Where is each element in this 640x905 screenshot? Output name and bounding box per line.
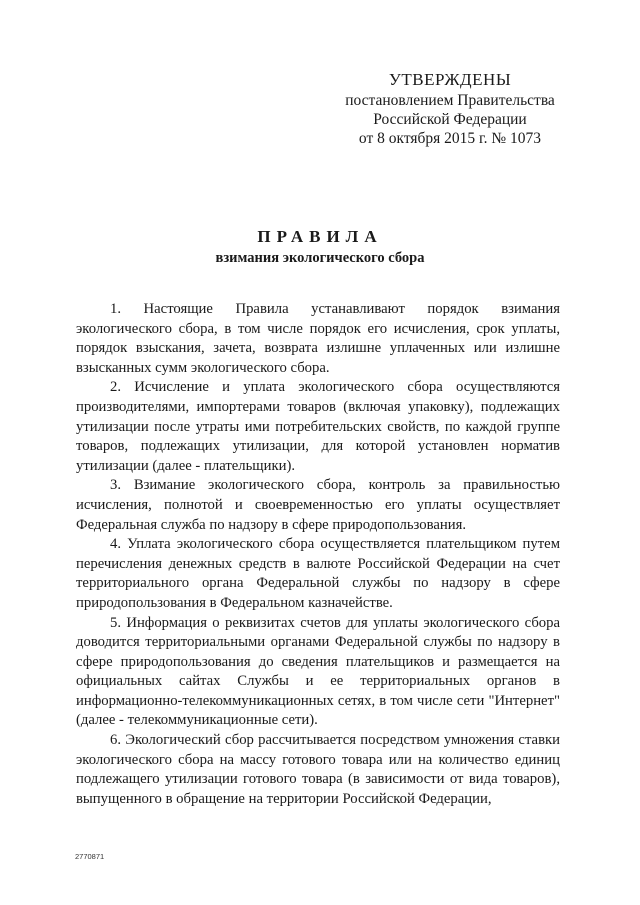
approval-line-1: постановлением Правительства [345, 92, 555, 109]
paragraph-6: 6. Экологический сбор рассчитывается посредством умножения ставки экологического сбора на массу готового товара или на количество единиц подлежащего утилизации готового товара (в зависимости от вида товаров), выпущенного в обращение на территории Российской Федерации, [76, 732, 560, 807]
approval-heading: УТВЕРЖДЕНЫ [388, 70, 512, 89]
approval-line-2: Российской Федерации [373, 111, 527, 128]
approval-line-3: от 8 октября 2015 г. № 1073 [358, 130, 542, 147]
paragraph-3: 3. Взимание экологического сбора, контроль за правильностью исчисления, полнотой и своевременностью его уплаты осуществляет Федеральная служба по надзору в сфере природопользования. [76, 477, 560, 533]
paragraph-1: 1. Настоящие Правила устанавливают порядок взимания экологического сбора, в том числе порядок его исчисления, срок уплаты, порядок взыскания, зачета, возврата излишне уплаченных или излишне взысканных сумм экологического сбора. [76, 301, 560, 376]
paragraph-2: 2. Исчисление и уплата экологического сбора осуществляются производителями, импортерами товаров (включая упаковку), подлежащих утилизации после утраты ими потребительских свойств, по каждой группе товаров, подлежащих утилизации, для которой установлен норматив утилизации (далее - плательщики). [76, 379, 560, 474]
document-title: ПРАВИЛА [257, 227, 383, 246]
document-subtitle: взимания экологического сбора [215, 250, 425, 266]
document-code: 2770871 [75, 852, 105, 861]
document-body [76, 300, 560, 809]
approval-stamp [330, 70, 570, 148]
paragraph-4: 4. Уплата экологического сбора осуществляется плательщиком путем перечисления денежных средств в валюте Российской Федерации на счет территориального органа Федеральной службы по надзору в сфере природопользования в Федеральном казначействе. [76, 536, 560, 611]
paragraph-5: 5. Информация о реквизитах счетов для уплаты экологического сбора доводится территориальными органами Федеральной службы по надзору в сфере природопользования до сведения плательщиков и размещается на официальных сайтах Службы и ее территориальных органов в информационно-телекоммуникационных сетях, в том числе сети "Интернет" (далее - телекоммуникационные сети). [76, 614, 560, 729]
